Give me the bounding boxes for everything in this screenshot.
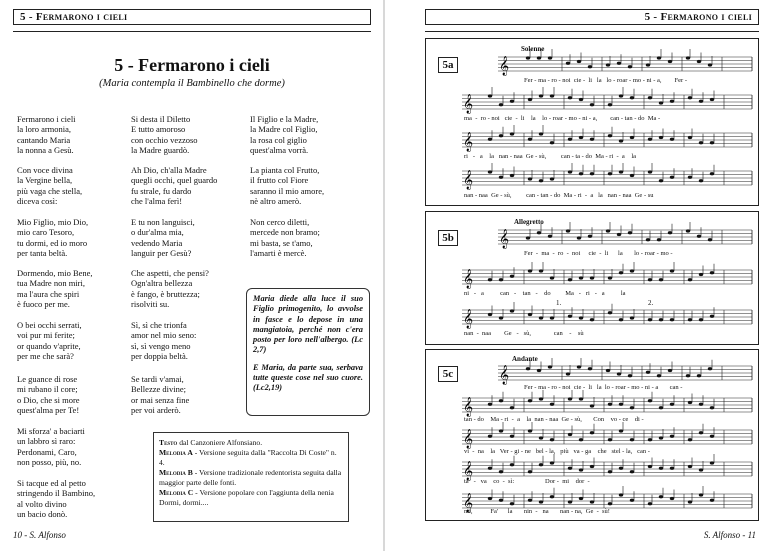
lyrics-line: ri - a la nan - naa Ge - sù, can - ta - do Ma - ri - a la <box>464 153 637 160</box>
note-head <box>539 500 543 503</box>
note-head <box>539 269 543 272</box>
music-staves <box>426 39 758 207</box>
note-head <box>630 269 634 272</box>
note-head <box>608 438 612 441</box>
note-head <box>568 433 572 436</box>
note-head <box>590 172 594 175</box>
note-head <box>619 139 623 142</box>
note-head <box>608 502 612 505</box>
note-head <box>590 138 594 141</box>
note-head <box>617 233 621 236</box>
note-head <box>670 269 674 272</box>
note-head <box>670 138 674 141</box>
source-label: Melodia C <box>159 488 194 497</box>
note-head <box>499 103 503 106</box>
note-head <box>528 138 532 141</box>
sources-box <box>153 432 349 522</box>
note-head <box>577 365 581 368</box>
note-head <box>510 406 514 409</box>
note-head <box>510 174 514 177</box>
note-head <box>510 100 514 103</box>
note-head <box>499 134 503 137</box>
verse: Il Figlio e la Madre, la Madre col Figlio, la rosa col giglio quest'alma vorrà. <box>250 114 319 155</box>
note-head <box>550 495 554 498</box>
verse: La pianta col Frutto, il frutto col Fiore saranno il mio amore, nè altro amerò. <box>250 165 325 206</box>
tempo-marking: Allegretto <box>514 218 544 226</box>
note-head <box>528 429 532 432</box>
note-head <box>488 467 492 470</box>
note-head <box>688 176 692 179</box>
lyrics-line: Fer - ma - ro - noi cie - li la lo - roar - mo - ni - a, Fer - <box>524 77 687 84</box>
verse: Che aspetti, che pensi? Ogn'altra bellezza è fango, è bruttezza; risolviti su. <box>131 268 209 309</box>
note-head <box>659 278 663 281</box>
note-head <box>608 403 612 406</box>
note-head <box>697 235 701 238</box>
note-head <box>579 172 583 175</box>
source-text: - Versione tradizionale redentorista seguita dalla maggior parte delle fonti. <box>159 468 342 487</box>
verse: Si tacque ed al petto stringendo il Bambino, al volto divino un bacio donò. <box>17 478 96 519</box>
note-head <box>686 229 690 232</box>
note-head <box>657 56 661 59</box>
note-head <box>550 94 554 97</box>
note-head <box>499 278 503 281</box>
scripture-quote: E Maria, da parte sua, serbava tutte queste cose nel suo cuore. (Lc2,19) <box>253 362 363 393</box>
melody-b-box <box>425 211 759 345</box>
note-head <box>646 371 650 374</box>
note-head <box>488 313 492 316</box>
note-head <box>657 238 661 241</box>
note-head <box>630 136 634 139</box>
note-head <box>579 276 583 279</box>
note-head <box>668 369 672 372</box>
note-head <box>568 96 572 99</box>
note-head <box>566 372 570 375</box>
note-head <box>630 499 634 502</box>
note-head <box>619 271 623 274</box>
verse: Mi sforza' a baciarti un labbro sì raro: Perdonami, Caro, non posso, più, no. <box>17 426 85 467</box>
note-head <box>659 406 663 409</box>
note-head <box>619 170 623 173</box>
note-head <box>628 231 632 234</box>
note-head <box>608 103 612 106</box>
note-head <box>590 318 594 321</box>
note-head <box>648 170 652 173</box>
note-head <box>710 271 714 274</box>
staff <box>462 163 752 190</box>
source-text: dal Canzoniere Alfonsiano. <box>177 438 263 447</box>
note-head <box>499 399 503 402</box>
staff <box>462 390 752 417</box>
volta-one: 1. <box>556 299 562 307</box>
verse: Sì, sì che trionfa amor nel mio seno: sì, sì vengo meno per doppia beltà. <box>131 320 197 361</box>
treble-clef-icon: 𝄞 <box>463 269 474 289</box>
note-head <box>579 397 583 400</box>
note-head <box>539 397 543 400</box>
note-head <box>568 397 572 400</box>
note-head <box>526 56 530 59</box>
section-label: 5a <box>438 57 458 73</box>
lyrics-line: mi, Fa' la nin - na nan - na, Ge - sù! <box>464 508 610 515</box>
note-head <box>648 318 652 321</box>
note-head <box>550 316 554 319</box>
verse: Fermarono i cieli la loro armonia, cantando Maria la nonna a Gesù. <box>17 114 76 155</box>
note-head <box>550 403 554 406</box>
treble-clef-icon: 𝄞 <box>463 397 474 417</box>
note-head <box>688 500 692 503</box>
note-head <box>710 172 714 175</box>
note-head <box>659 101 663 104</box>
note-head <box>550 177 554 180</box>
note-head <box>590 103 594 106</box>
note-head <box>619 429 623 432</box>
page-header <box>13 9 371 25</box>
note-head <box>539 94 543 97</box>
note-head <box>710 141 714 144</box>
melody-c-box <box>425 349 759 521</box>
section-label: 5b <box>438 230 458 246</box>
note-head <box>568 467 572 470</box>
note-head <box>688 438 692 441</box>
right-page <box>385 0 768 551</box>
lyrics-line: ma - ro - noi cie - li la lo - roar - mo - ni - a, can - tan - do Ma - <box>464 115 661 122</box>
note-head <box>548 56 552 59</box>
staff <box>462 125 752 152</box>
lyrics-line: Fer - ma - ro - noi cie - li la lo - roar - mo - <box>524 250 673 257</box>
header-rule <box>425 31 759 32</box>
note-head <box>648 502 652 505</box>
note-head <box>699 179 703 182</box>
note-head <box>670 100 674 103</box>
note-head <box>659 318 663 321</box>
note-head <box>617 62 621 65</box>
staff <box>462 302 752 329</box>
note-head <box>630 174 634 177</box>
note-head <box>588 367 592 370</box>
verse: Ah Dio, ch'alla Madre quegli occhi, quel guardo fu strale, fu dardo che l'alma ferì! <box>131 165 218 206</box>
header-text: 5 - Fermarono i cieli <box>644 11 752 23</box>
source-label: Testo <box>159 438 178 447</box>
page-header <box>425 9 759 25</box>
note-head <box>630 96 634 99</box>
staff <box>462 262 752 289</box>
note-head <box>619 403 623 406</box>
note-head <box>488 403 492 406</box>
note-head <box>710 315 714 318</box>
note-head <box>488 138 492 141</box>
note-head <box>566 229 570 232</box>
tempo-marking: Andante <box>512 355 538 363</box>
note-head <box>659 179 663 182</box>
lyrics-line: vi - na la Ver - gi - ne bel - la, più va - ga che stel - la, can - <box>464 448 650 455</box>
song-title: 5 - Fermarono i cieli <box>114 55 270 75</box>
section-label: 5c <box>438 366 458 382</box>
note-head <box>510 309 514 312</box>
note-head <box>528 499 532 502</box>
note-head <box>510 502 514 505</box>
scripture-quote: Maria diede alla luce il suo Figlio primogenito, lo avvolse in fasce e lo depose in una mangiatoia, perché non c'era posto per loro nell'albergo. (Lc 2,7) <box>253 294 363 355</box>
note-head <box>668 60 672 63</box>
note-head <box>588 235 592 238</box>
note-head <box>630 438 634 441</box>
note-head <box>697 60 701 63</box>
note-head <box>577 236 581 239</box>
note-head <box>670 403 674 406</box>
verse: Non cerco diletti, mercede non bramo; mi basta, se t'amo, l'amarti è mercè. <box>250 217 320 258</box>
note-head <box>630 316 634 319</box>
note-head <box>648 138 652 141</box>
note-head <box>579 136 583 139</box>
note-head <box>670 176 674 179</box>
note-head <box>708 63 712 66</box>
music-staves <box>426 212 758 346</box>
note-head <box>528 470 532 473</box>
treble-clef-icon: 𝄞 <box>499 229 510 249</box>
note-head <box>526 236 530 239</box>
note-head <box>568 170 572 173</box>
note-head <box>648 96 652 99</box>
note-head <box>510 463 514 466</box>
verse: Mio Figlio, mio Dio, mio caro Tesoro, tu dormi, ed io moro per tanta beltà. <box>17 217 89 258</box>
music-staves <box>426 350 758 522</box>
source-text: - Versione popolare con l'aggiunta della nenia Dormi, dormi.... <box>159 488 334 507</box>
note-head <box>568 278 572 281</box>
source-text: - Versione seguita dalla "Raccolta Di Coste" n. 4. <box>159 448 337 467</box>
note-head <box>648 278 652 281</box>
note-head <box>499 499 503 502</box>
note-head <box>699 100 703 103</box>
lyrics-line: Fer - ma - ro - noi cie - li la lo - roar - mo - ni - a can - <box>524 384 683 391</box>
treble-clef-icon: 𝄞 <box>463 493 474 513</box>
note-head <box>590 465 594 468</box>
note-head <box>528 313 532 316</box>
note-head <box>548 365 552 368</box>
note-head <box>590 500 594 503</box>
note-head <box>528 269 532 272</box>
note-head <box>686 374 690 377</box>
note-head <box>606 229 610 232</box>
note-head <box>617 372 621 375</box>
note-head <box>528 177 532 180</box>
note-head <box>688 136 692 139</box>
note-head <box>566 62 570 65</box>
staff <box>462 454 752 481</box>
note-head <box>539 463 543 466</box>
note-head <box>699 493 703 496</box>
note-head <box>588 65 592 68</box>
note-head <box>608 311 612 314</box>
note-head <box>568 500 572 503</box>
note-head <box>608 172 612 175</box>
note-head <box>708 367 712 370</box>
lyrics-line: ta - va co - sì: Dor - mi dor - <box>464 478 590 485</box>
page-footer: S. Alfonso - 11 <box>703 530 756 540</box>
note-head <box>619 94 623 97</box>
note-head <box>657 374 661 377</box>
treble-clef-icon: 𝄞 <box>499 56 510 76</box>
note-head <box>699 273 703 276</box>
staff <box>498 358 752 385</box>
note-head <box>710 406 714 409</box>
lyrics-line: nan - naa Ge - sù, can - sù <box>464 330 584 337</box>
note-head <box>539 436 543 439</box>
note-head <box>670 467 674 470</box>
note-head <box>488 435 492 438</box>
note-head <box>659 436 663 439</box>
note-head <box>488 170 492 173</box>
note-head <box>710 461 714 464</box>
note-head <box>697 374 701 377</box>
note-head <box>688 96 692 99</box>
note-head <box>646 63 650 66</box>
left-page <box>0 0 383 551</box>
note-head <box>550 276 554 279</box>
note-head <box>646 238 650 241</box>
page-footer: 10 - S. Alfonso <box>13 530 66 540</box>
note-head <box>699 468 703 471</box>
note-head <box>630 470 634 473</box>
note-head <box>608 134 612 137</box>
note-head <box>548 235 552 238</box>
treble-clef-icon: 𝄞 <box>463 461 474 481</box>
verse: Dormendo, mio Bene, tua Madre non miri, ma l'aura che spiri è fuoco per me. <box>17 268 93 309</box>
note-head <box>648 438 652 441</box>
note-head <box>590 404 594 407</box>
note-head <box>699 403 703 406</box>
note-head <box>668 231 672 234</box>
staff <box>462 422 752 449</box>
note-head <box>579 316 583 319</box>
note-head <box>670 318 674 321</box>
note-head <box>499 176 503 179</box>
header-text: 5 - Fermarono i cieli <box>20 11 128 23</box>
note-head <box>699 318 703 321</box>
staff <box>498 222 752 249</box>
note-head <box>688 278 692 281</box>
note-head <box>710 435 714 438</box>
note-head <box>526 367 530 370</box>
note-head <box>510 275 514 278</box>
note-head <box>528 399 532 402</box>
note-head <box>537 369 541 372</box>
scripture-note <box>246 288 370 416</box>
staff <box>498 49 752 76</box>
verse: E tu non languisci, o dur'alma mia, vedendo Maria languir per Gesù? <box>131 217 195 258</box>
lyrics-line: ni - a can - tan - do Ma - ri - a la <box>464 290 626 297</box>
note-head <box>670 497 674 500</box>
note-head <box>699 141 703 144</box>
volta-two: 2. <box>648 299 654 307</box>
note-head <box>688 465 692 468</box>
note-head <box>708 238 712 241</box>
note-head <box>648 399 652 402</box>
note-head <box>499 316 503 319</box>
tempo-marking: Solenne <box>521 45 545 53</box>
note-head <box>619 467 623 470</box>
note-head <box>619 493 623 496</box>
note-head <box>659 495 663 498</box>
source-label: Melodia B <box>159 468 193 477</box>
treble-clef-icon: 𝄞 <box>499 365 510 385</box>
note-head <box>590 276 594 279</box>
note-head <box>670 435 674 438</box>
lyrics-line: tan - do Ma - ri - a la nan - naa Ge - sù, Con vo - ce di - <box>464 416 644 423</box>
note-head <box>628 65 632 68</box>
note-head <box>659 136 663 139</box>
note-head <box>606 63 610 66</box>
verse: Le guance di rose mi rubano il core; o Dio, che si more quest'alma per Te! <box>17 374 80 415</box>
verse: Se tardi v'amai, Bellezze divine; or mai senza fine per voi arderò. <box>131 374 190 415</box>
note-head <box>608 470 612 473</box>
treble-clef-icon: 𝄞 <box>463 132 474 152</box>
verse: O bei occhi serrati, voi pur mi ferite; or quando v'aprite, per me che sarà? <box>17 320 82 361</box>
note-head <box>699 431 703 434</box>
verse: Si desta il Diletto E tutto amoroso con occhio vezzoso la Madre guardò. <box>131 114 198 155</box>
note-head <box>488 94 492 97</box>
note-head <box>659 467 663 470</box>
treble-clef-icon: 𝄞 <box>463 309 474 329</box>
note-head <box>710 499 714 502</box>
note-head <box>688 318 692 321</box>
note-head <box>550 141 554 144</box>
note-head <box>510 435 514 438</box>
note-head <box>579 438 583 441</box>
note-head <box>568 315 572 318</box>
source-label: Melodia A <box>159 448 193 457</box>
note-head <box>577 60 581 63</box>
verse: Con voce divina la Vergine bella, più vaga che stella, diceva così: <box>17 165 83 206</box>
note-head <box>688 401 692 404</box>
note-head <box>619 318 623 321</box>
note-head <box>499 470 503 473</box>
note-head <box>528 98 532 101</box>
note-head <box>488 497 492 500</box>
note-head <box>606 369 610 372</box>
treble-clef-icon: 𝄞 <box>463 429 474 449</box>
staff <box>462 87 752 114</box>
note-head <box>510 132 514 135</box>
note-head <box>550 438 554 441</box>
note-head <box>499 429 503 432</box>
note-head <box>579 468 583 471</box>
note-head <box>628 374 632 377</box>
note-head <box>686 56 690 59</box>
lyrics-line: nan - naa Ge - sù, can - tan - do Ma - ri - a la nan - naa Ge - su <box>464 192 654 199</box>
note-head <box>550 461 554 464</box>
treble-clef-icon: 𝄞 <box>463 94 474 114</box>
note-head <box>630 406 634 409</box>
note-head <box>488 278 492 281</box>
note-head <box>648 465 652 468</box>
melody-a-box <box>425 38 759 206</box>
note-head <box>539 179 543 182</box>
note-head <box>579 497 583 500</box>
note-head <box>537 231 541 234</box>
note-head <box>537 56 541 59</box>
note-head <box>579 98 583 101</box>
treble-clef-icon: 𝄞 <box>463 170 474 190</box>
note-head <box>539 132 543 135</box>
note-head <box>608 276 612 279</box>
note-head <box>590 431 594 434</box>
song-subtitle: (Maria contempla il Bambinello che dorme) <box>99 78 285 89</box>
note-head <box>539 316 543 319</box>
header-rule <box>13 31 371 32</box>
note-head <box>710 98 714 101</box>
note-head <box>568 138 572 141</box>
